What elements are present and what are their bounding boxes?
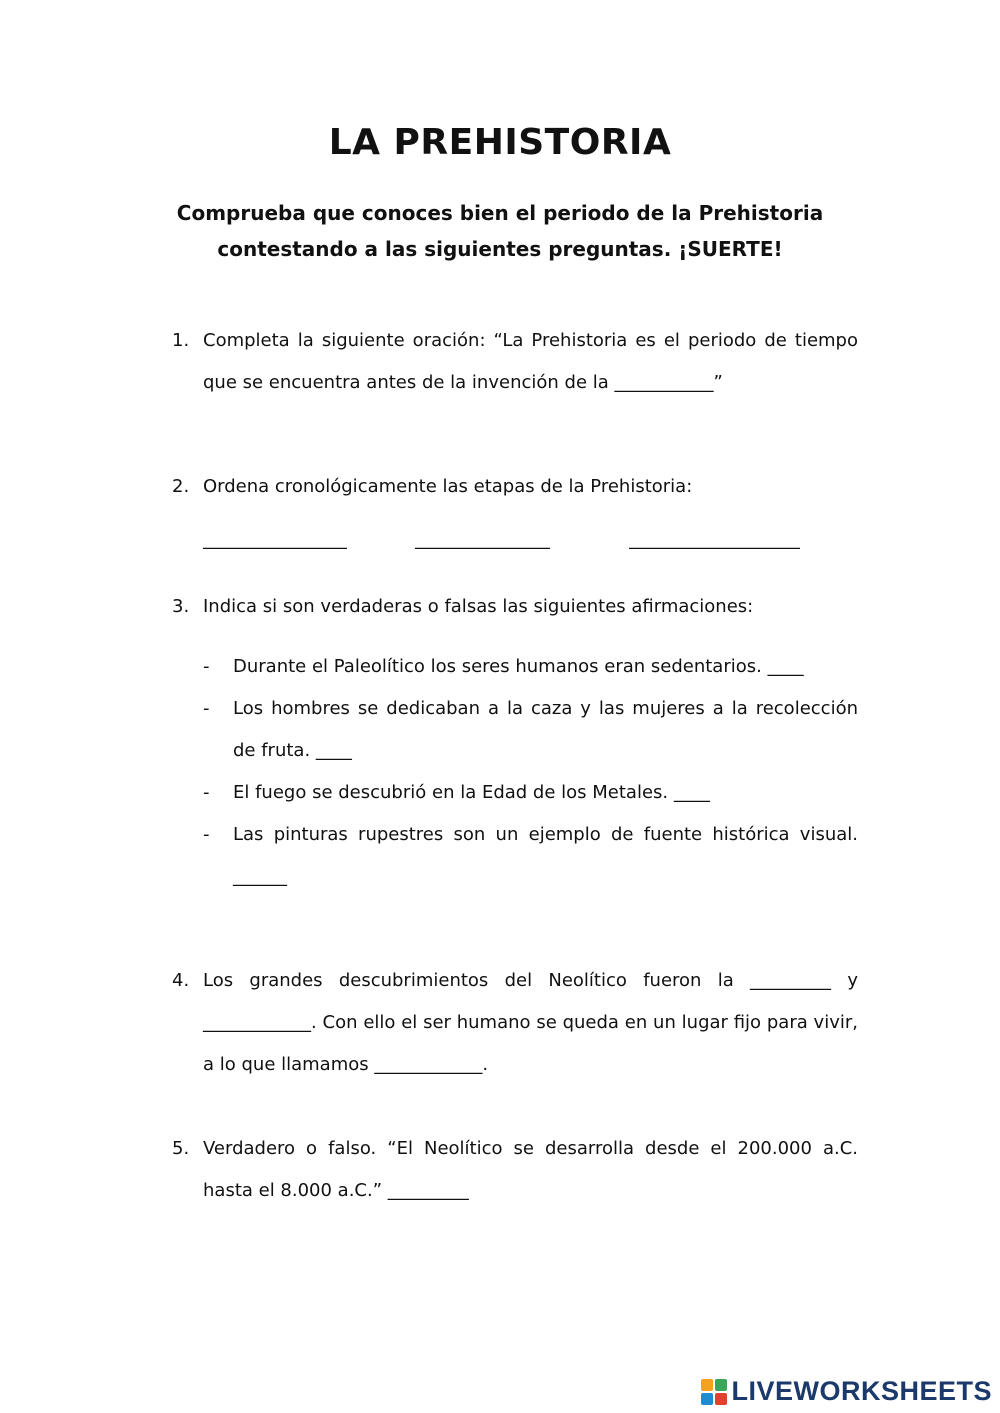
dash-marker: - [203,656,210,677]
statement-text: Los hombres se dedicaban a la caza y las mujeres a la recolección de fruta. ____ [233,698,858,761]
statements-list [203,646,858,898]
statement-item [203,688,858,772]
logo-square-4 [715,1393,727,1405]
question-5 [172,1128,858,1212]
liveworksheets-logo [701,1376,992,1407]
question-4 [172,960,858,1086]
answer-blank-2[interactable]: _______________ [415,529,550,550]
page-title: LA PREHISTORIA [328,122,672,163]
question-text: Los grandes descubrimientos del Neolítico fueron la _________ y ____________. Con ello el ser humano se queda en un lugar fijo para vivir, a lo que llamamos ____________. [203,970,858,1075]
logo-square-3 [701,1393,713,1405]
statement-item [203,814,858,898]
instructions [150,195,850,267]
statement-item [203,646,858,688]
question-1 [172,320,858,404]
question-number: 3. [172,596,190,617]
question-text: Indica si son verdaderas o falsas las siguientes afirmaciones: [203,596,754,617]
question-3 [172,586,858,628]
statement-item [203,772,858,814]
stage-blanks [203,520,858,560]
statement-text: Las pinturas rupestres son un ejemplo de fuente histórica visual. ______ [233,824,858,887]
instructions-line-1: Comprueba que conoces bien el periodo de la Prehistoria [176,201,824,225]
answer-blank-1[interactable]: ________________ [203,529,347,550]
statement-text: El fuego se descubrió en la Edad de los Metales. ____ [233,782,710,803]
question-number: 4. [172,970,190,991]
dash-marker: - [203,824,210,845]
instructions-line-2: contestando a las siguientes preguntas. ¡SUERTE! [217,237,783,261]
statement-text: Durante el Paleolítico los seres humanos eran sedentarios. ____ [233,656,804,677]
dash-marker: - [203,782,210,803]
logo-square-2 [715,1379,727,1391]
question-text: Ordena cronológicamente las etapas de la Prehistoria: [203,476,693,497]
answer-blank-3[interactable]: ___________________ [629,529,800,550]
logo-square-1 [701,1379,713,1391]
question-number: 5. [172,1138,190,1159]
question-number: 1. [172,330,190,351]
question-2 [172,466,858,508]
question-number: 2. [172,476,190,497]
question-text: Verdadero o falso. “El Neolítico se desarrolla desde el 200.000 a.C. hasta el 8.000 a.C.” _________ [203,1138,858,1201]
liveworksheets-logo-icon [701,1379,727,1405]
logo-text: LIVEWORKSHEETS [731,1376,992,1406]
question-text: Completa la siguiente oración: “La Prehistoria es el periodo de tiempo que se encuentra antes de la invención de la ___________” [203,330,858,393]
dash-marker: - [203,698,210,719]
